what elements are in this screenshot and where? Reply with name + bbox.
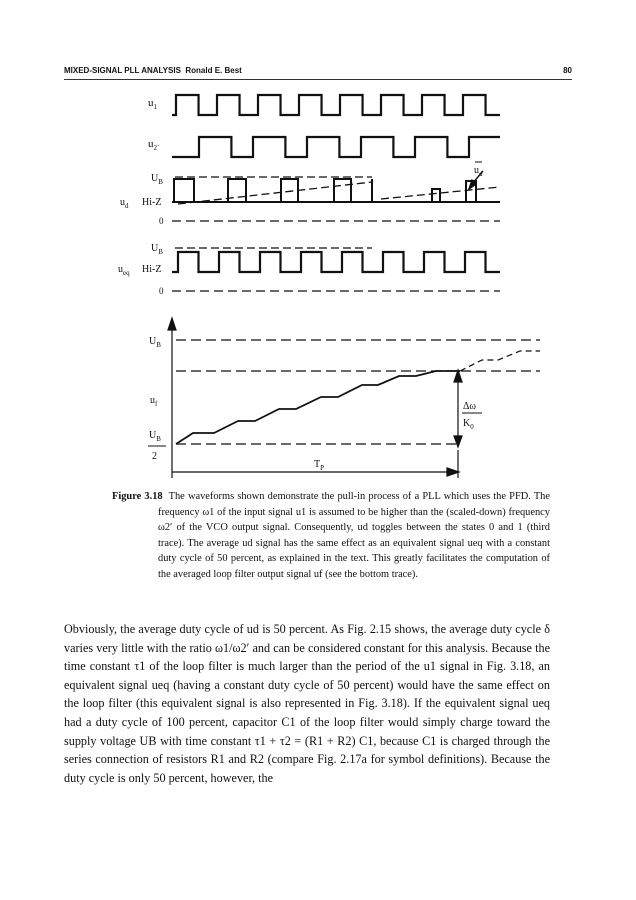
body-text bbox=[64, 620, 550, 787]
hiz-label-1: Hi-Z bbox=[142, 197, 162, 208]
u1-label: $u_1$ bbox=[148, 97, 157, 111]
ub-label-3: $U_B$ bbox=[149, 336, 161, 349]
ud-bar-label: $u_d$ bbox=[474, 165, 483, 178]
uf-staircase bbox=[176, 371, 460, 444]
u1-waveform bbox=[172, 95, 500, 115]
caption-label: Figure 3.18 bbox=[112, 491, 163, 502]
ud-label: $u_d$ bbox=[120, 197, 129, 210]
zero-label-1: 0 bbox=[159, 216, 164, 226]
uf-reference-lines bbox=[176, 340, 540, 444]
uf-continuation bbox=[460, 351, 540, 371]
ub-label-1: $U_B$ bbox=[151, 173, 163, 186]
caption-text: The waveforms shown demonstrate the pull-in process of a PLL which uses the PFD. The frequency ω1 of the input signal u1 is assumed to be higher than the (scaled-down) frequency ω2′ of the VCO output signal. Consequently, ud toggles between the states 0 and 1 (third trace). The average ud signal has the same effect as an equivalent signal ueq with a constant duty cycle of 50 percent, as explained in the text. This greatly facilitates the computation of the averaged loop filter output signal uf (see the bottom trace). bbox=[158, 491, 550, 580]
k0-label: $K_0$ bbox=[463, 418, 474, 431]
ub-half-denominator: 2 bbox=[152, 451, 157, 462]
ueq-label: $u_{eq}$ bbox=[118, 264, 130, 277]
header-author: Ronald E. Best bbox=[185, 66, 242, 75]
header-title: MIXED-SIGNAL PLL ANALYSIS bbox=[64, 66, 181, 75]
delta-omega-label: Δω bbox=[463, 401, 477, 412]
figure-caption bbox=[112, 489, 550, 582]
ub-label-2: $U_B$ bbox=[151, 243, 163, 256]
zero-label-2: 0 bbox=[159, 286, 164, 296]
body-paragraph: Obviously, the average duty cycle of ud is 50 percent. As Fig. 2.15 shows, the average duty cycle δ varies very little with the ratio ω1/ω2′ and can be considered constant for this analysis. Because the time constant τ1 of the loop filter is much larger than the period of the u1 signal in Fig. 3.18, an equivalent signal ueq (having a constant duty cycle of 50 percent) would have the same effect on the loop filter (this equivalent signal is also represented in Fig. 3.18). If the equivalent signal ueq had a duty cycle of 100 percent, capacitor C1 of the loop filter would simply charge toward the supply voltage UB with time constant τ1 + τ2 = (R1 + R2) C1, because C1 is charged through the series connection of resistors R1 and R2 (compare Fig. 2.17a for symbol definitions). Because the duty cycle is only 50 percent, however, the bbox=[64, 622, 550, 785]
uf-axis bbox=[168, 318, 176, 478]
tp-label: $T_P$ bbox=[314, 459, 325, 472]
page-number: 80 bbox=[563, 66, 572, 75]
delta-omega-arrow bbox=[454, 370, 462, 447]
hiz-label-2: Hi-Z bbox=[142, 264, 162, 275]
ud-pulses bbox=[174, 179, 476, 202]
u2-prime-waveform bbox=[172, 137, 500, 157]
u2-prime-label: $u_{2´}$ bbox=[148, 138, 160, 152]
uf-label: $u_f$ bbox=[150, 395, 158, 408]
ub-half-label: $U_B$ bbox=[149, 430, 161, 443]
ueq-waveform bbox=[172, 252, 500, 272]
ud-average-line bbox=[178, 182, 500, 204]
